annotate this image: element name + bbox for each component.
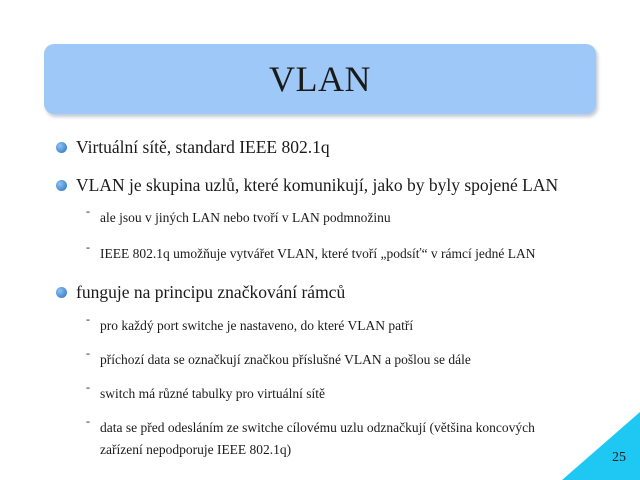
dash-icon: -	[86, 380, 90, 394]
page-number: 25	[612, 450, 626, 465]
sub-bullet-text: příchozí data se označkují značkou příslušné VLAN a pošlou se dále	[100, 352, 471, 367]
bullet-text: VLAN je skupina uzlů, které komunikují, jako by byly spojené LAN	[76, 175, 559, 195]
sub-bullet-item	[86, 346, 471, 371]
sub-bullet-text: ale jsou v jiných LAN nebo tvoří v LAN podmnožinu	[100, 210, 391, 225]
dash-icon: -	[86, 204, 90, 218]
dash-icon: -	[86, 312, 90, 326]
slide-title: VLAN	[269, 59, 371, 99]
sub-bullet-item	[86, 380, 325, 405]
bullet-item-3	[56, 282, 345, 303]
corner-triangle	[562, 412, 640, 480]
sub-bullet-item	[86, 240, 536, 265]
bullet-item-2	[56, 175, 558, 196]
bullet-dot-icon	[56, 180, 67, 191]
bullet-text: Virtuální sítě, standard IEEE 802.1q	[76, 137, 330, 157]
bullet-dot-icon	[56, 287, 67, 298]
sub-bullet-text: switch má různé tabulky pro virtuální sítě	[100, 386, 325, 401]
sub-bullet-text: pro každý port switche je nastaveno, do které VLAN patří	[100, 318, 414, 333]
dash-icon: -	[86, 346, 90, 360]
bullet-dot-icon	[56, 142, 67, 153]
sub-bullet-text: data se před odesláním ze switche cílovému uzlu odznačkují (většina koncových zařízení nepodporuje IEEE 802.1q)	[100, 420, 535, 457]
slide-title-box	[44, 44, 596, 114]
sub-bullet-item	[86, 414, 576, 461]
bullet-text: funguje na principu značkování rámců	[76, 282, 346, 302]
sub-bullet-item	[86, 204, 391, 229]
bullet-item-1	[56, 137, 330, 158]
dash-icon: -	[86, 414, 90, 428]
sub-bullet-text: IEEE 802.1q umožňuje vytvářet VLAN, které tvoří „podsíť“ v rámcí jedné LAN	[100, 246, 536, 261]
sub-bullet-item	[86, 312, 414, 337]
dash-icon: -	[86, 240, 90, 254]
